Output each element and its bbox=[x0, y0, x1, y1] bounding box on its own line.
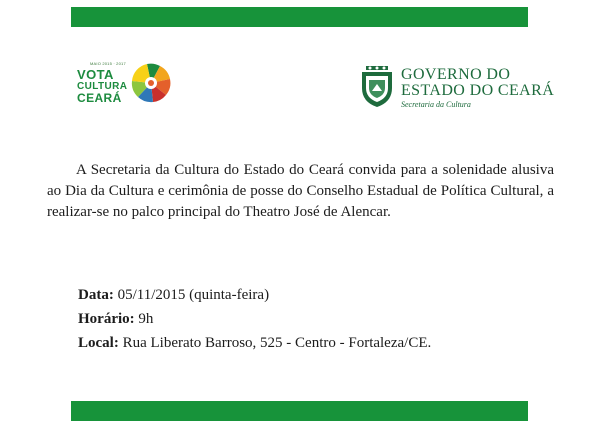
state-coat-of-arms-icon bbox=[358, 64, 396, 108]
time-label: Horário: bbox=[78, 311, 135, 327]
logo-small-text: MAIO 2015 · 2017 bbox=[90, 61, 126, 66]
location-label: Local: bbox=[78, 335, 119, 351]
governo-ceara-logo bbox=[358, 64, 555, 110]
secretaria-subtitle: Secretaria da Cultura bbox=[401, 100, 471, 109]
time-value: 9h bbox=[138, 311, 154, 327]
government-title-line-1: GOVERNO DO bbox=[401, 66, 511, 83]
vota-cultura-ceara-logo bbox=[74, 58, 174, 110]
location-row bbox=[78, 333, 431, 354]
logo-line-3: CEARÁ bbox=[77, 91, 122, 105]
date-value: 05/11/2015 (quinta-feira) bbox=[117, 287, 270, 303]
event-details bbox=[78, 285, 431, 357]
government-title-line-2: ESTADO DO CEARÁ bbox=[401, 82, 555, 99]
invitation-paragraph: A Secretaria da Cultura do Estado do Ceará convida para a solenidade alusiva ao Dia da Cultura e cerimônia de posse do Conselho Estadual de Política Cultural, a realizar-se no palco principal do Theatro José de Alencar. bbox=[47, 162, 554, 220]
date-row bbox=[78, 285, 431, 306]
date-label: Data: bbox=[78, 287, 114, 303]
logo-line-2: CULTURA bbox=[77, 81, 128, 92]
flower-emblem-icon bbox=[130, 61, 172, 105]
location-value: Rua Liberato Barroso, 525 - Centro - Fortaleza/CE. bbox=[122, 335, 432, 351]
top-green-band bbox=[71, 7, 528, 27]
logo-line-1: VOTA bbox=[77, 67, 114, 82]
bottom-green-band bbox=[71, 401, 528, 421]
time-row bbox=[78, 309, 431, 330]
